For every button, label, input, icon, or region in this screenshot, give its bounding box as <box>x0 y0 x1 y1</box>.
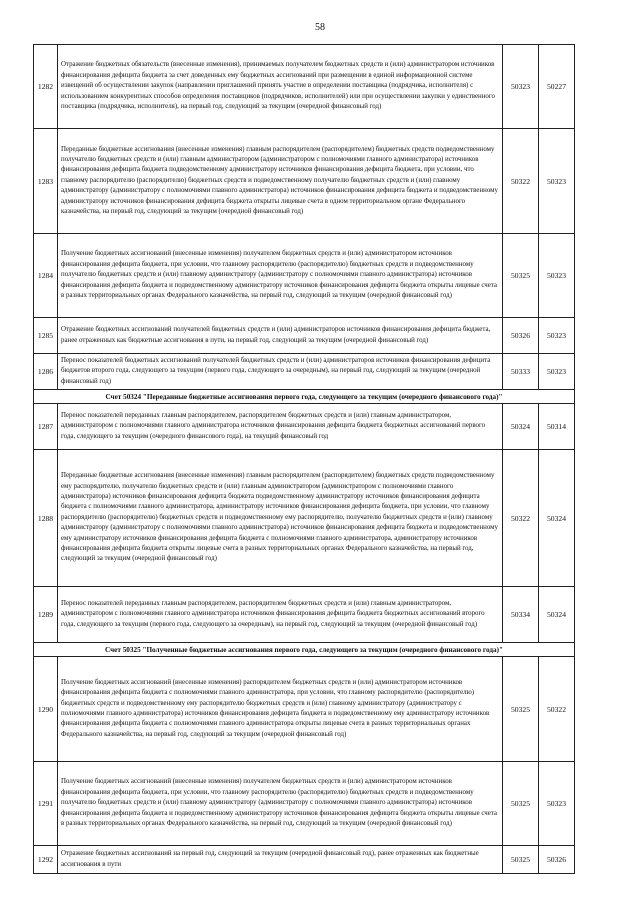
operation-description: Отражение бюджетных ассигнований на первый год, следующий за текущим (очередной финансовый год), ранее отраженных как бюджетные ассигнования в пути <box>58 846 503 874</box>
operation-description: Отражение бюджетных ассигнований получателей бюджетных средств и (или) администраторов источников финансирования дефицита бюджета, ранее отраженных как бюджетные ассигнования в пути, на первый год, следующий за текущим (очередной финансовый год) <box>58 318 503 354</box>
table-row <box>34 846 575 874</box>
section-title: Счет 50324 "Переданные бюджетные ассигнования первого года, следующего за текущим (очередного финансового года)" <box>34 390 575 404</box>
accounting-entries-table <box>33 44 575 874</box>
credit-account: 50324 <box>539 587 575 643</box>
section-header-row <box>34 390 575 404</box>
table-row <box>34 318 575 354</box>
row-number: 1292 <box>34 846 58 874</box>
operation-description: Отражение бюджетных обязательств (внесенные изменения), принимаемых получателем бюджетных средств и (или) администратором источников финансирования дефицита бюджета за счет доведенных ему бюджетных ассигнований при размещении в единой информационной системе извещений об осуществлении закупок (направлении приглашений принять участие в определении поставщика (подрядчика, исполнителя) с использованием конкурентных способов определения поставщиков (подрядчиков, исполнителей) или при осуществлении закупки у единственного поставщика (подрядчика, исполнителя), на первый год, следующий за текущим (очередной финансовый год) <box>58 45 503 129</box>
table-row <box>34 657 575 762</box>
debit-account: 50323 <box>503 45 539 129</box>
row-number: 1282 <box>34 45 58 129</box>
row-number: 1290 <box>34 657 58 762</box>
credit-account: 50323 <box>539 129 575 234</box>
debit-account: 50334 <box>503 587 539 643</box>
credit-account: 50323 <box>539 318 575 354</box>
row-number: 1283 <box>34 129 58 234</box>
credit-account: 50324 <box>539 450 575 587</box>
operation-description: Получение бюджетных ассигнований (внесенные изменения) получателем бюджетных средств и (или) администратором источников финансирования дефицита бюджета, при условии, что главному распорядителю (распорядителю) бюджетных средств и подведомственному получателю бюджетных средств и (или) главному администратору (администратору с полномочиями главного администратора) источников финансирования дефицита бюджета и подведомственному администратору источников финансирования дефицита бюджета открыты лицевые счета в разных территориальных органах Федерального казначейства, на первый год, следующий за текущим (очередной финансовый год) <box>58 234 503 318</box>
page-number: 58 <box>315 22 325 33</box>
table-row <box>34 45 575 129</box>
table-row <box>34 354 575 390</box>
operation-description: Получение бюджетных ассигнований (внесенные изменения) распорядителем бюджетных средств и (или) администратором источников финансирования дефицита бюджета с полномочиями главного администратора, при условии, что главному распорядителю (распорядителю) бюджетных средств и подведомственному ему распорядителю бюджетных средств и (или) главному администратору (администратору с полномочиями главного администратора) источников финансирования дефицита бюджета и подведомственному ему администратору источников финансирования дефицита бюджета с полномочиями главного администратора открыты лицевые счета в разных территориальных органах Федерального казначейства, на первый год, следующий за текущим (очередной финансовый год) <box>58 657 503 762</box>
row-number: 1285 <box>34 318 58 354</box>
table-row <box>34 404 575 450</box>
table-row <box>34 762 575 846</box>
credit-account: 50323 <box>539 354 575 390</box>
credit-account: 50322 <box>539 657 575 762</box>
row-number: 1287 <box>34 404 58 450</box>
debit-account: 50325 <box>503 762 539 846</box>
row-number: 1289 <box>34 587 58 643</box>
debit-account: 50325 <box>503 657 539 762</box>
operation-description: Переданные бюджетные ассигнования (внесенные изменения) главным распорядителем (распорядителем) бюджетных средств подведомственному получателю бюджетных средств и (или) главным администратором (администратором с полномочиями главного администратора) источников финансирования дефицита бюджета подведомственному администратору источников финансирования дефицита бюджета, при условии, что главному распорядителю (распорядителю) бюджетных средств и подведомственному получателю бюджетных средств и (или) главному администратору (администратору с полномочиями главного администратора) источников финансирования дефицита бюджета и подведомственному администратору источников финансирования дефицита бюджета открыты лицевые счета в одном территориальном органе Федерального казначейства, на первый год, следующий за текущим (очередной финансовый год) <box>58 129 503 234</box>
debit-account: 50326 <box>503 318 539 354</box>
credit-account: 50314 <box>539 404 575 450</box>
operation-description: Перенос показателей переданных главным распорядителем, распорядителем бюджетных средств и (или) главным администратором, администратором с полномочиями главного администратора источников финансирования дефицита бюджета бюджетных ассигнований второго года, следующего за текущим (первого года, следующего за очередным), на первый год, следующий за текущим (очередной финансовый год) <box>58 587 503 643</box>
row-number: 1284 <box>34 234 58 318</box>
table-row <box>34 129 575 234</box>
operation-description: Переданные бюджетные ассигнования (внесенные изменения) главным распорядителем (распорядителем) бюджетных средств подведомственному ему распорядителю, получателю бюджетных средств и (или) главным администратором (администратором с полномочиями главного администратора) источников финансирования дефицита бюджета подведомственному администратору источников финансирования дефицита бюджета с полномочиями главного администратора, администратору источников финансирования дефицита бюджета, при условии, что главному распорядителю (распорядителю) бюджетных средств и подведомственному ему распорядителю, получателю бюджетных средств и (или) главному администратору (администратору с полномочиями главного администратора) источников финансирования дефицита бюджета и подведомственному ему администратору источников финансирования дефицита бюджета с полномочиями главного администратора, администратору источников финансирования дефицита бюджета открыты лицевые счета в разных территориальных органах Федерального казначейства, на первый год, следующий за текущим (очередной финансовый год) <box>58 450 503 587</box>
row-number: 1286 <box>34 354 58 390</box>
debit-account: 50333 <box>503 354 539 390</box>
table-row <box>34 587 575 643</box>
debit-account: 50324 <box>503 404 539 450</box>
credit-account: 50326 <box>539 846 575 874</box>
operation-description: Перенос показателей бюджетных ассигнований получателей бюджетных средств и (или) администраторов источников финансирования дефицита бюджетов второго года, следующего за текущим (первого года, следующего за очередным), на первый год, следующий за текущим (очередной финансовый год) <box>58 354 503 390</box>
section-title: Счет 50325 "Полученные бюджетные ассигнования первого года, следующего за текущим (очередного финансового года)" <box>34 643 575 657</box>
debit-account: 50325 <box>503 846 539 874</box>
table-body <box>34 45 575 874</box>
credit-account: 50323 <box>539 762 575 846</box>
row-number: 1288 <box>34 450 58 587</box>
table-row <box>34 450 575 587</box>
debit-account: 50325 <box>503 234 539 318</box>
credit-account: 50323 <box>539 234 575 318</box>
table-row <box>34 234 575 318</box>
debit-account: 50322 <box>503 129 539 234</box>
section-header-row <box>34 643 575 657</box>
credit-account: 50227 <box>539 45 575 129</box>
row-number: 1291 <box>34 762 58 846</box>
operation-description: Перенос показателей переданных главным распорядителем, распорядителем бюджетных средств и (или) главным администратором, администратором с полномочиями главного администратора источников финансирования дефицита бюджета бюджетных ассигнований первого года, следующего за текущим (очередного финансового года), на текущий финансовый год <box>58 404 503 450</box>
operation-description: Получение бюджетных ассигнований (внесенные изменения) получателем бюджетных средств и (или) администратором источников финансирования дефицита бюджета, при условии, что главному распорядителю (распорядителю) бюджетных средств и подведомственному получателю бюджетных средств и (или) главному администратору (администратору с полномочиями главного администратора) источников финансирования дефицита бюджета и подведомственному администратору источников финансирования дефицита бюджета открыты лицевые счета в разных территориальных органах Федерального казначейства, на первый год, следующий за текущим (очередной финансовый год) <box>58 762 503 846</box>
debit-account: 50322 <box>503 450 539 587</box>
